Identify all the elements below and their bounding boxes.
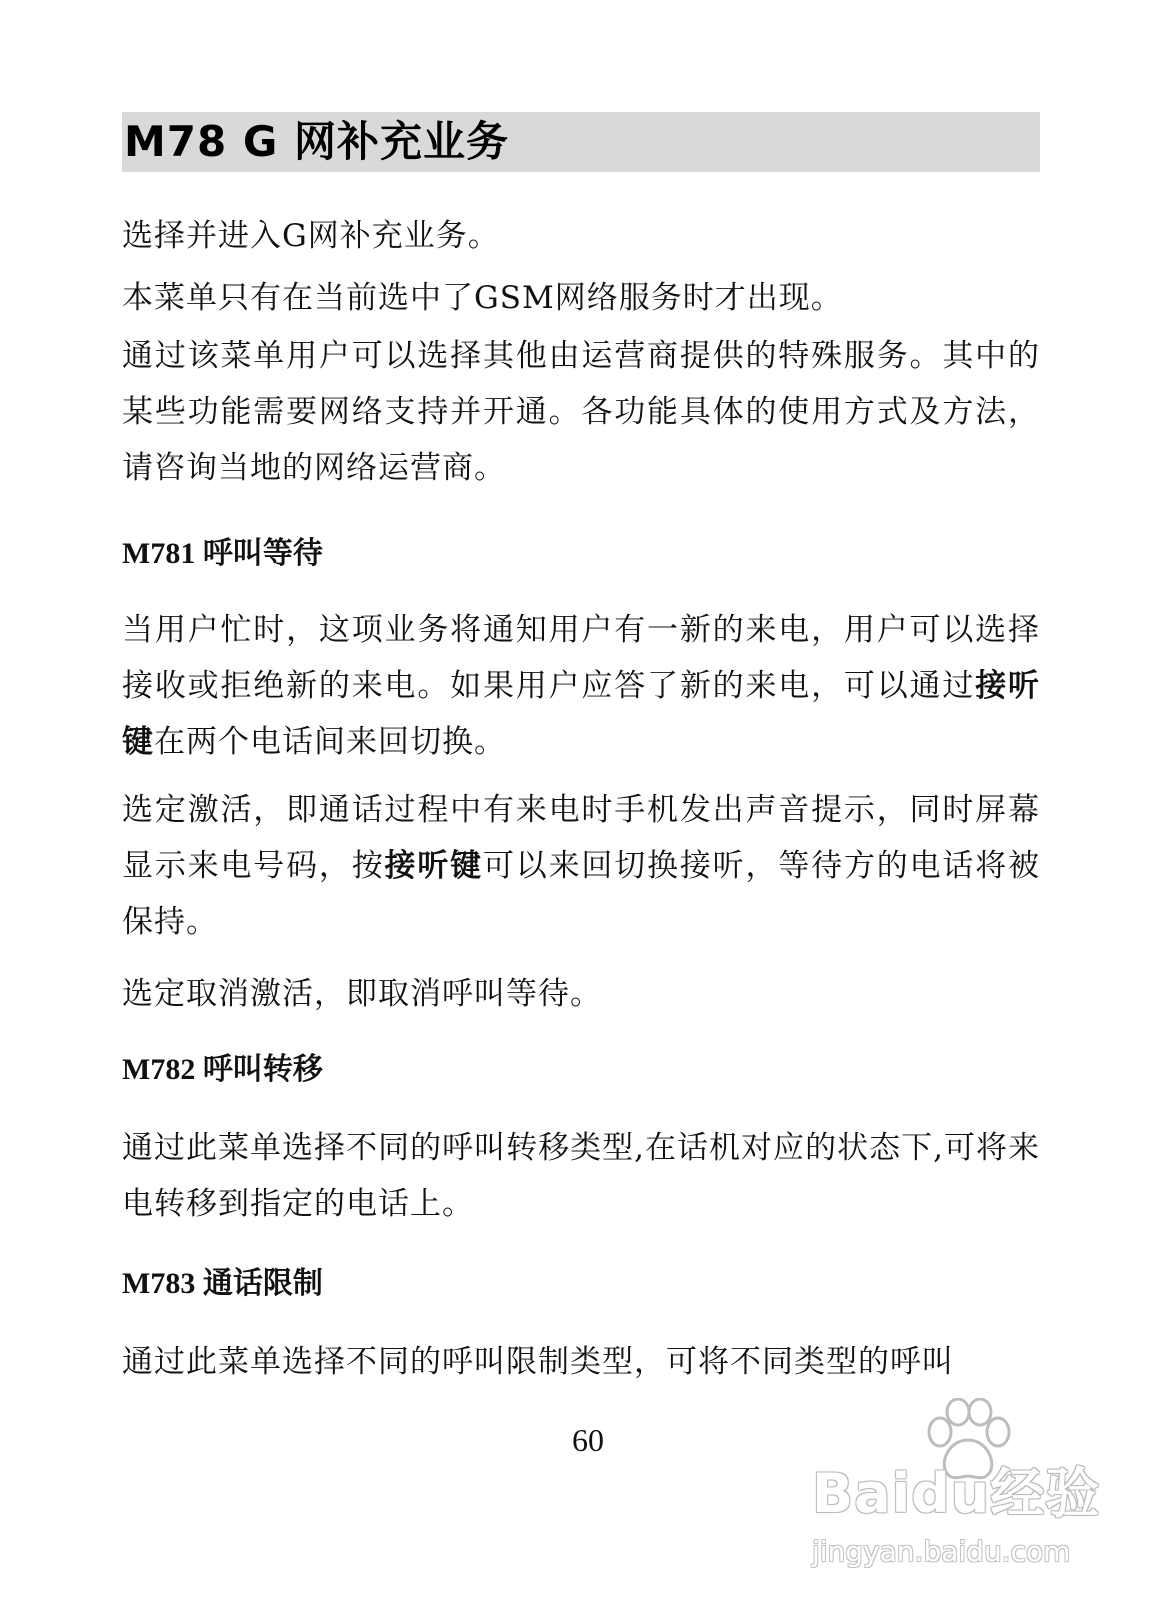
text: 选定激活，即通话过程中有来电时手机发出声音提示，同时屏幕显示来电号码，按 (122, 792, 1040, 884)
call-forwarding-paragraph: 通过此菜单选择不同的呼叫转移类型,在话机对应的状态下,可将来电转移到指定的电话上。 (122, 1130, 1040, 1222)
subsection-title-m781: M781 呼叫等待 (122, 537, 323, 570)
intro-line-1: 选择并进入G网补充业务。 (122, 218, 500, 254)
page-number: 60 (572, 1422, 604, 1458)
answer-key-label: 接听键 (384, 848, 483, 884)
intro-paragraph: 通过该菜单用户可以选择其他由运营商提供的特殊服务。其中的某些功能需要网络支持并开通。各功能具体的使用方式及方法，请咨询当地的网络运营商。 (122, 338, 1040, 486)
text: 可以来回切换接听，等待方的电话将被保持。 (122, 848, 1041, 940)
watermark-brand: Baidu经验 (812, 1462, 1101, 1525)
text: 当用户忙时，这项业务将通知用户有一新的来电，用户可以选择接收或拒绝新的来电。如果用户应答了新的来电，可以通过 (122, 612, 1040, 704)
subsection-title-m782: M782 呼叫转移 (122, 1053, 323, 1086)
subsection-title-m783: M783 通话限制 (122, 1267, 323, 1300)
intro-line-2: 本菜单只有在当前选中了GSM网络服务时才出现。 (122, 280, 843, 316)
text: 在两个电话间来回切换。 (154, 724, 506, 760)
watermark-url: jingyan.baidu.com (812, 1535, 1071, 1568)
baidu-watermark (812, 1398, 1142, 1588)
call-waiting-paragraph-1 (122, 602, 1040, 770)
section-heading: M78 G 网补充业务 (122, 112, 1040, 172)
answer-key-label: 接听键 (122, 668, 1041, 760)
call-waiting-paragraph-2 (122, 782, 1040, 950)
call-waiting-paragraph-3: 选定取消激活，即取消呼叫等待。 (122, 976, 602, 1012)
call-barring-paragraph: 通过此菜单选择不同的呼叫限制类型，可将不同类型的呼叫 (122, 1344, 954, 1380)
